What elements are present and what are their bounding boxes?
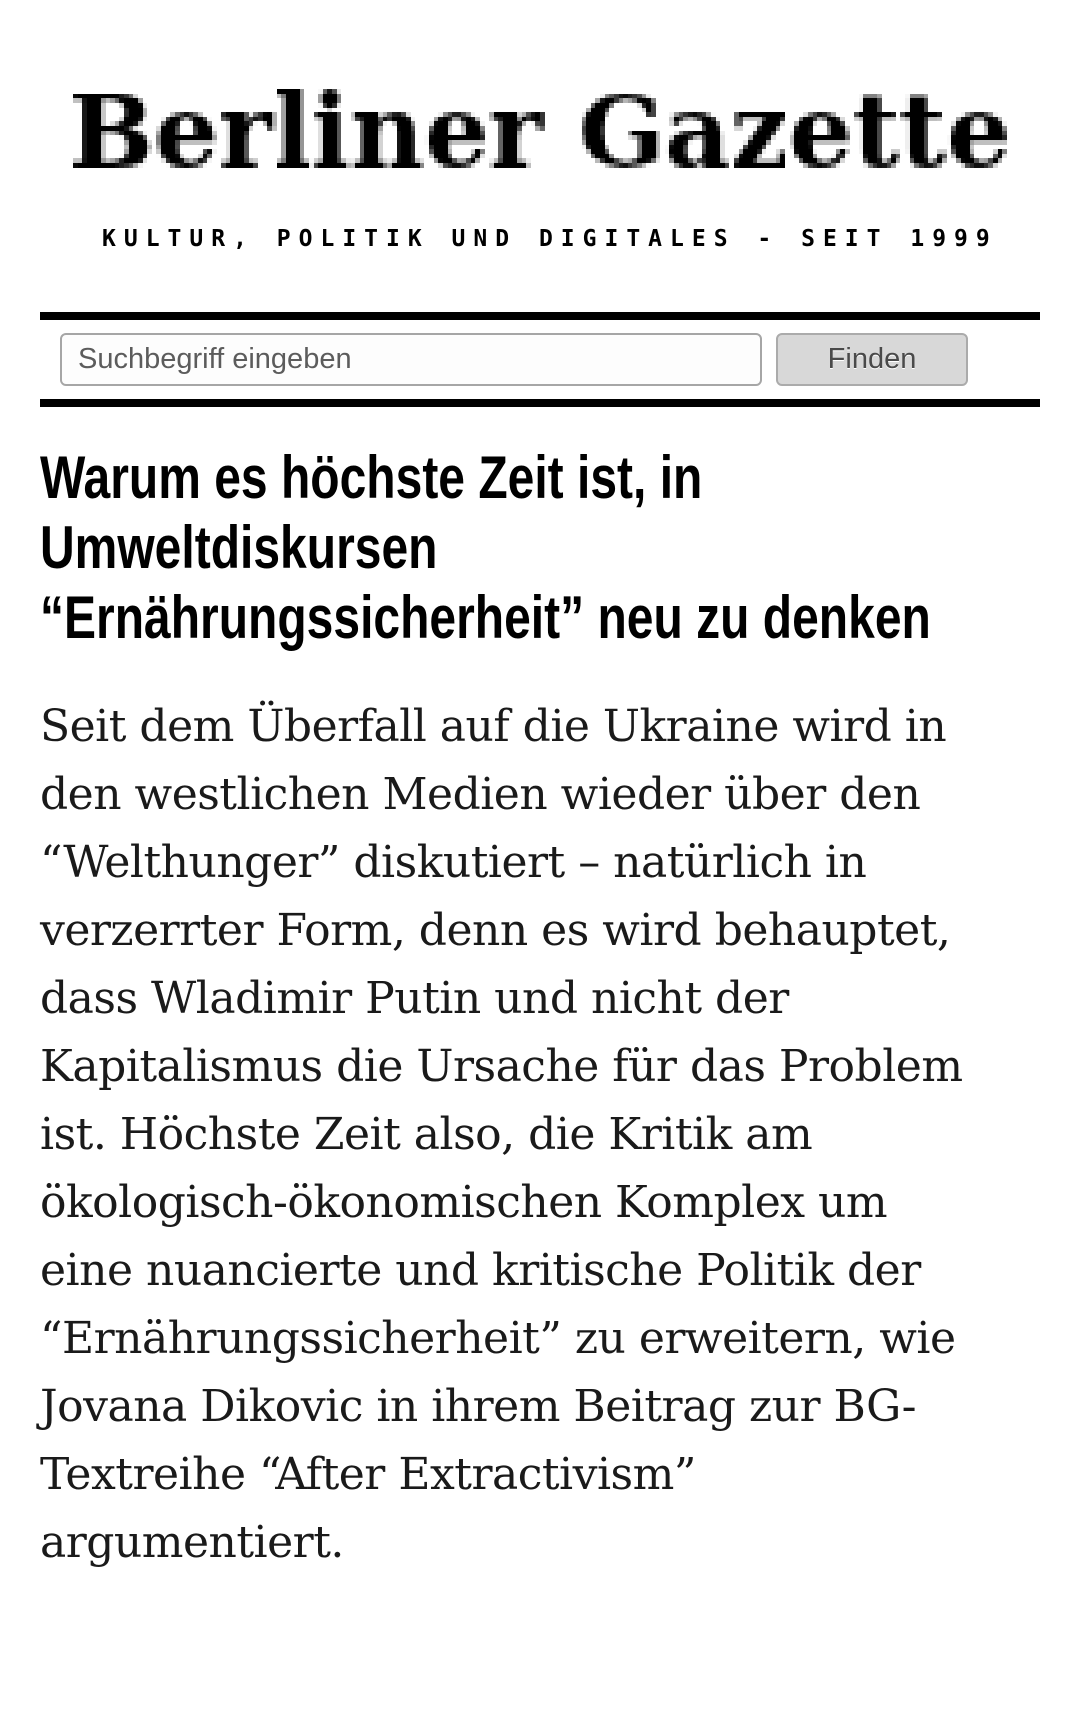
article-title — [40, 443, 1040, 653]
page — [40, 0, 1040, 1577]
teaser-line: Textreihe “After Extractivism” — [40, 1449, 696, 1500]
search-button[interactable]: Finden — [776, 333, 968, 386]
teaser-line: Kapitalismus die Ursache für das Problem — [40, 1041, 963, 1092]
search-form — [40, 320, 1040, 399]
bottom-rule — [40, 399, 1040, 407]
teaser-line: argumentiert. — [40, 1517, 344, 1568]
article-title-line: Umweltdiskursen — [40, 514, 438, 581]
teaser-line: “Ernährungssicherheit” zu erweitern, wie — [40, 1313, 956, 1364]
top-rule — [40, 312, 1040, 320]
article-title-line: Warum es höchste Zeit ist, in — [40, 444, 703, 511]
teaser-line: Seit dem Überfall auf die Ukraine wird in — [40, 701, 947, 752]
teaser-line: den westlichen Medien wieder über den — [40, 769, 921, 820]
teaser-line: “Welthunger” diskutiert – natürlich in — [40, 837, 867, 888]
site-header — [40, 0, 1040, 252]
teaser-line: ökologisch-ökonomischen Komplex um — [40, 1177, 888, 1228]
teaser-line: dass Wladimir Putin und nicht der — [40, 973, 789, 1024]
article-title-line: “Ernährungssicherheit” neu zu denken — [40, 584, 931, 651]
article — [40, 443, 1040, 1577]
article-teaser — [40, 693, 1040, 1577]
search-input[interactable] — [60, 333, 762, 386]
teaser-line: ist. Höchste Zeit also, die Kritik am — [40, 1109, 813, 1160]
teaser-line: eine nuancierte und kritische Politik der — [40, 1245, 921, 1296]
teaser-line: verzerrter Form, denn es wird behauptet, — [40, 905, 951, 956]
site-tagline: KULTUR, POLITIK UND DIGITALES - SEIT 1999 — [102, 226, 998, 252]
site-logo[interactable] — [64, 66, 1016, 200]
teaser-line: Jovana Dikovic in ihrem Beitrag zur BG- — [40, 1381, 916, 1432]
search-section — [40, 312, 1040, 407]
